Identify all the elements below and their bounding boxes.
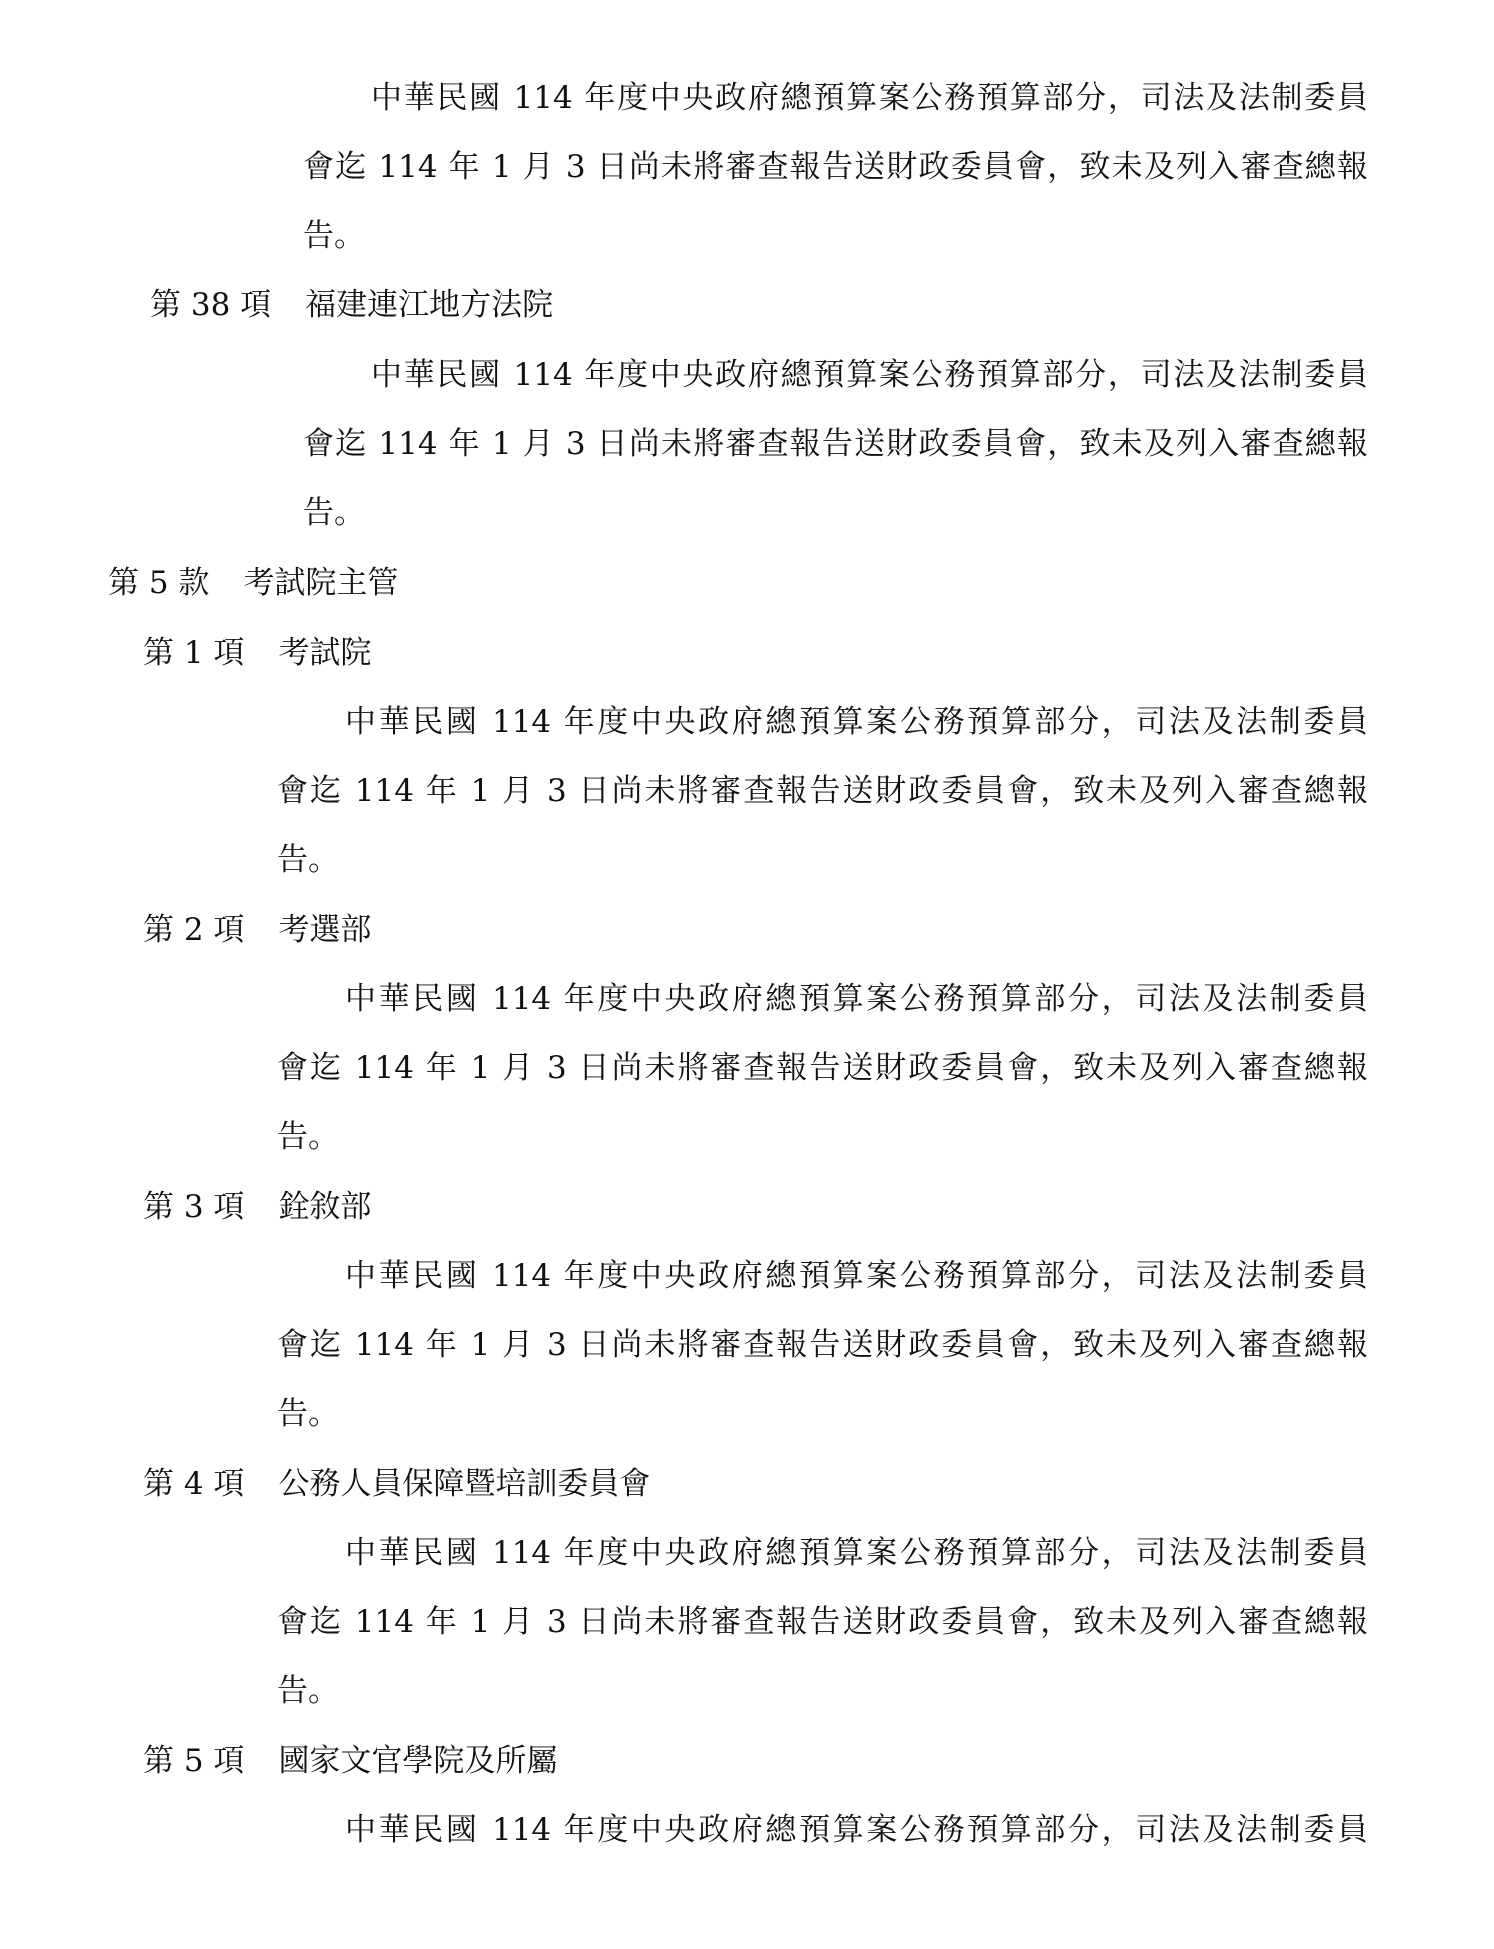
item-number: 第 5 項 (143, 1743, 245, 1779)
item-number: 第 38 項 (150, 287, 272, 323)
paragraph-line: 會迄 114 年 1 月 3 日尚未將審查報告送財政委員會，致未及列入審查總報 (303, 149, 1368, 185)
paragraph-line: 告。 (277, 1396, 339, 1432)
item-number: 第 2 項 (143, 912, 245, 948)
paragraph-line: 中華民國 114 年度中央政府總預算案公務預算部分，司法及法制委員 (345, 1812, 1368, 1848)
item-title: 考選部 (278, 912, 372, 948)
paragraph-line: 中華民國 114 年度中央政府總預算案公務預算部分，司法及法制委員 (345, 1258, 1368, 1294)
item-heading (143, 633, 371, 673)
paragraph-line: 告。 (277, 1673, 339, 1709)
item-heading (143, 1187, 371, 1227)
item-heading (143, 1464, 650, 1504)
item-heading (150, 285, 553, 325)
paragraph-line: 中華民國 114 年度中央政府總預算案公務預算部分，司法及法制委員 (345, 1535, 1368, 1571)
item-heading (143, 910, 371, 950)
item-title: 國家文官學院及所屬 (278, 1743, 558, 1779)
paragraph-line: 會迄 114 年 1 月 3 日尚未將審查報告送財政委員會，致未及列入審查總報 (303, 426, 1368, 462)
item-number: 第 3 項 (143, 1189, 245, 1225)
paragraph-line: 告。 (277, 1119, 339, 1155)
paragraph-line: 告。 (303, 218, 365, 254)
section-title: 考試院主管 (243, 565, 399, 601)
paragraph-line: 中華民國 114 年度中央政府總預算案公務預算部分，司法及法制委員 (371, 80, 1368, 116)
paragraph-line: 會迄 114 年 1 月 3 日尚未將審查報告送財政委員會，致未及列入審查總報 (277, 773, 1368, 809)
item-title: 公務人員保障暨培訓委員會 (278, 1466, 651, 1502)
paragraph-line: 會迄 114 年 1 月 3 日尚未將審查報告送財政委員會，致未及列入審查總報 (277, 1050, 1368, 1086)
paragraph-line: 中華民國 114 年度中央政府總預算案公務預算部分，司法及法制委員 (345, 704, 1368, 740)
item-title: 福建連江地方法院 (305, 287, 554, 323)
item-heading (143, 1741, 557, 1781)
item-number: 第 1 項 (143, 635, 245, 671)
item-number: 第 4 項 (143, 1466, 245, 1502)
item-title: 考試院 (278, 635, 372, 671)
section-number: 第 5 款 (108, 565, 210, 601)
paragraph-line: 會迄 114 年 1 月 3 日尚未將審查報告送財政委員會，致未及列入審查總報 (277, 1604, 1368, 1640)
paragraph-line: 會迄 114 年 1 月 3 日尚未將審查報告送財政委員會，致未及列入審查總報 (277, 1327, 1368, 1363)
paragraph-line: 中華民國 114 年度中央政府總預算案公務預算部分，司法及法制委員 (345, 981, 1368, 1017)
paragraph-line: 中華民國 114 年度中央政府總預算案公務預算部分，司法及法制委員 (371, 357, 1368, 393)
paragraph-line: 告。 (303, 495, 365, 531)
section-heading (108, 563, 398, 603)
paragraph-line: 告。 (277, 842, 339, 878)
item-title: 銓敘部 (278, 1189, 372, 1225)
